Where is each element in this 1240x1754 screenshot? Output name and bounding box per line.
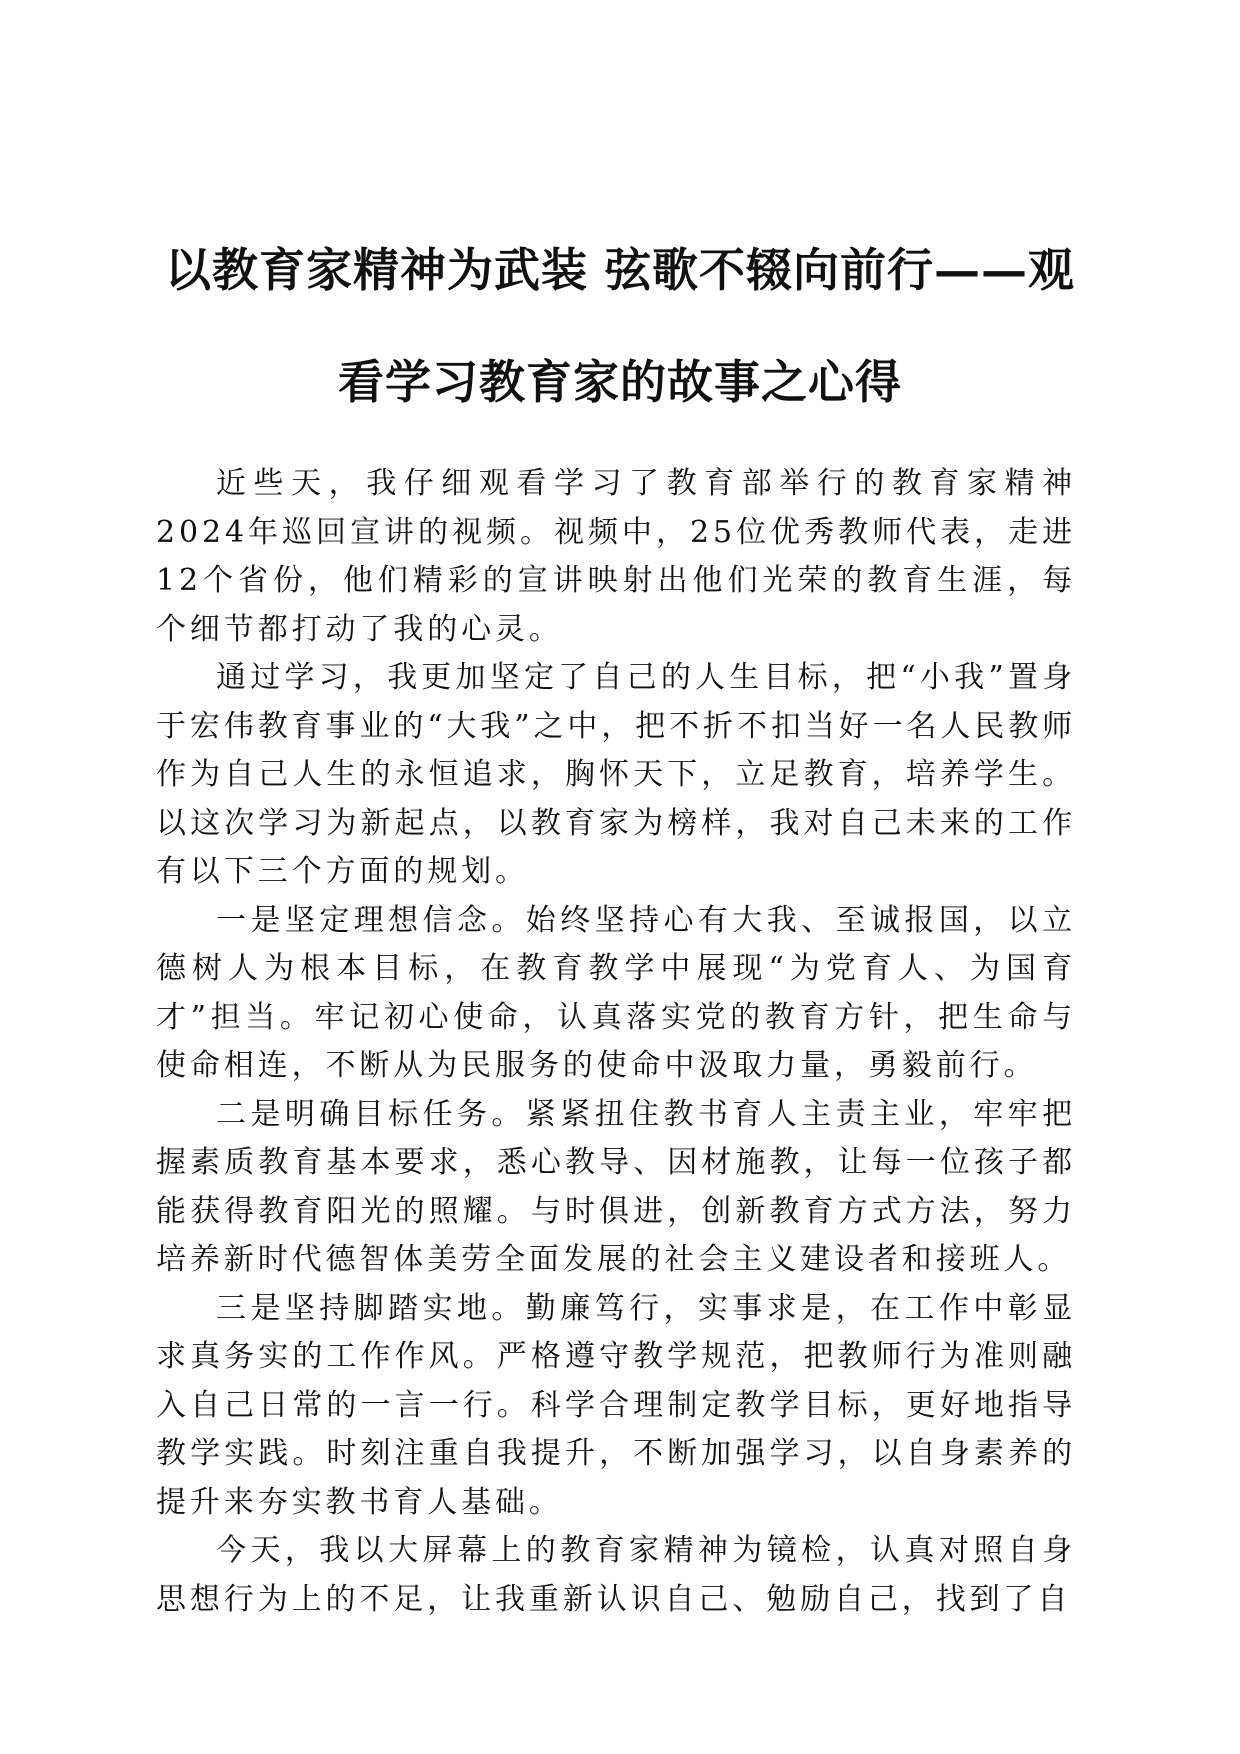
document-body <box>156 460 1076 1624</box>
title-line-1: 以教育家精神为武装 弦歌不辍向前行——观 <box>164 243 1075 297</box>
paragraph-intro: 近些天，我仔细观看学习了教育部举行的教育家精神2024年巡回宣讲的视频。视频中，25位优秀教师代表，走进12个省份，他们精彩的宣讲映射出他们光荣的教育生涯，每个细节都打动了我的心灵。 <box>156 466 1076 647</box>
paragraph-point-two: 二是明确目标任务。紧紧扭住教书育人主责主业，牢牢把握素质教育基本要求，悉心教导、因材施教，让每一位孩子都能获得教育阳光的照耀。与时俱进，创新教育方式方法，努力培养新时代德智体美劳全面发展的社会主义建设者和接班人。 <box>156 1096 1076 1277</box>
title-line-2: 看学习教育家的故事之心得 <box>338 355 902 409</box>
paragraph-point-one: 一是坚定理想信念。始终坚持心有大我、至诚报国，以立德树人为根本目标，在教育教学中展现“为党育人、为国育才”担当。牢记初心使命，认真落实党的教育方针，把生命与使命相连，不断从为民服务的使命中汲取力量，勇毅前行。 <box>156 902 1076 1083</box>
paragraph-conclusion: 今天，我以大屏幕上的教育家精神为镜检，认真对照自身思想行为上的不足，让我重新认识自己、勉励自己，找到了自 <box>156 1533 1076 1617</box>
paragraph-goal: 通过学习，我更加坚定了自己的人生目标，把“小我”置身于宏伟教育事业的“大我”之中，把不折不扣当好一名人民教师作为自己人生的永恒追求，胸怀天下，立足教育，培养学生。以这次学习为新起点，以教育家为榜样，我对自己未来的工作有以下三个方面的规划。 <box>156 660 1076 889</box>
document-title <box>140 214 1100 438</box>
paragraph-point-three: 三是坚持脚踏实地。勤廉笃行，实事求是，在工作中彰显求真务实的工作作风。严格遵守教学规范，把教师行为准则融入自己日常的一言一行。科学合理制定教学目标，更好地指导教学实践。时刻注重自我提升，不断加强学习，以自身素养的提升来夯实教书育人基础。 <box>156 1290 1076 1520</box>
